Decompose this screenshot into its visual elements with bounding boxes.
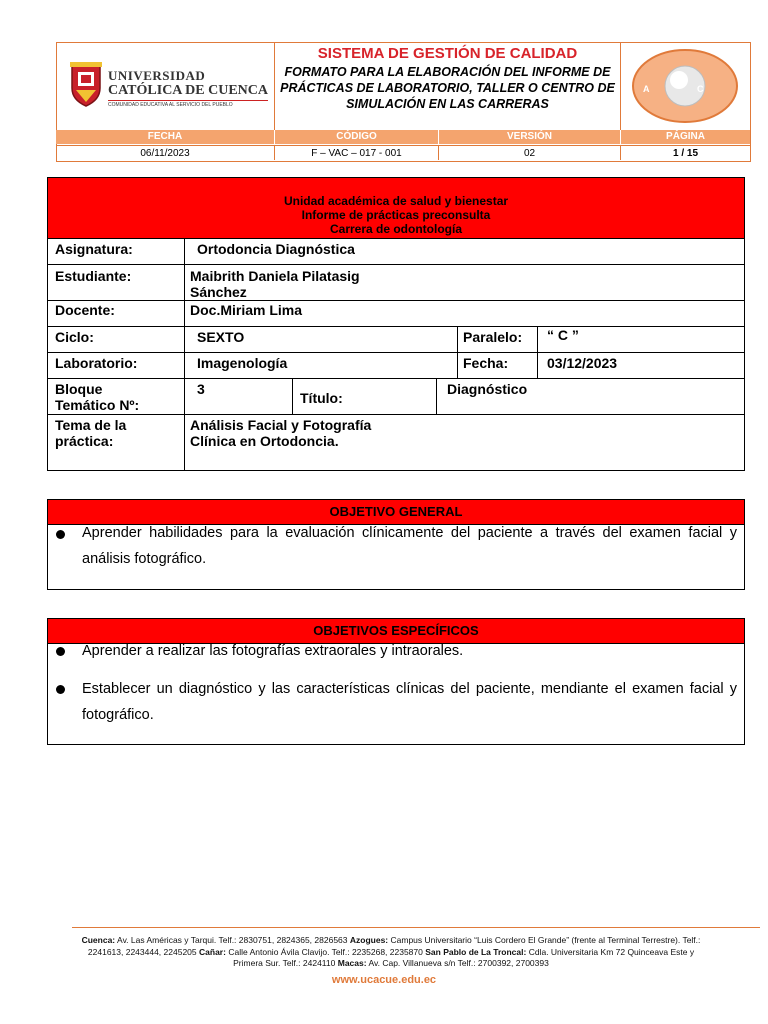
footer-addresses bbox=[74, 935, 708, 970]
cycle-label-d: D bbox=[715, 44, 722, 54]
cycle-label-c: C bbox=[697, 84, 704, 94]
format-title: FORMATO PARA LA ELABORACIÓN DEL INFORME DE PRÁCTICAS DE LABORATORIO, TALLER O CENTRO DE SIMULACIÓN EN LAS CARRERAS bbox=[280, 65, 615, 111]
bloque-value: 3 bbox=[197, 381, 205, 397]
website-link[interactable]: www.ucacue.edu.ec bbox=[331, 974, 437, 986]
troncal-address: Cdla. Universitaria Km 72 Quinceava Este y Primera Sur. Telf.: 2424110 bbox=[233, 946, 695, 968]
tema-label-line1: Tema de la bbox=[55, 417, 127, 433]
version-label: VERSIÓN bbox=[439, 130, 621, 144]
ciclo-label: Ciclo: bbox=[55, 329, 94, 345]
fecha-label: FECHA bbox=[56, 130, 275, 144]
paralelo-label: Paralelo: bbox=[463, 329, 523, 345]
codigo-label: CÓDIGO bbox=[275, 130, 439, 144]
cycle-label-p: P bbox=[661, 44, 668, 54]
institution-name-line1: UNIVERSIDAD bbox=[108, 68, 206, 83]
academic-unit: Unidad académica de salud y bienestar bbox=[283, 194, 509, 208]
tema-label-line2: práctica: bbox=[55, 433, 114, 449]
macas-label: Macas: bbox=[337, 958, 367, 968]
titulo-value: Diagnóstico bbox=[447, 381, 528, 397]
bullet-icon bbox=[56, 530, 65, 539]
bloque-label-line2: Temático Nº: bbox=[55, 397, 140, 413]
bloque-label-line1: Bloque bbox=[55, 381, 103, 397]
laboratorio-value: Imagenología bbox=[197, 355, 288, 371]
cycle-label-a: A bbox=[643, 84, 650, 94]
estudiante-value-line2: Sánchez bbox=[190, 284, 247, 300]
career-name: Carrera de odontología bbox=[329, 222, 463, 236]
fecha-value: 06/11/2023 bbox=[56, 145, 275, 160]
fecha-practica-value: 03/12/2023 bbox=[547, 355, 618, 371]
bullet-icon bbox=[56, 685, 65, 694]
version-value: 02 bbox=[439, 145, 621, 160]
cuenca-address: Av. Las Américas y Tarqui. Telf.: 2830751, 2824365, 2826563 bbox=[117, 935, 348, 945]
info-table-heading bbox=[48, 178, 744, 238]
fecha-practica-label: Fecha: bbox=[463, 355, 509, 371]
paralelo-value: “ C ” bbox=[547, 327, 579, 343]
asignatura-label: Asignatura: bbox=[55, 241, 133, 257]
footer-divider bbox=[72, 927, 760, 928]
report-type: Informe de prácticas preconsulta bbox=[301, 208, 491, 222]
pagina-label: PÁGINA bbox=[666, 131, 705, 142]
asignatura-value: Ortodoncia Diagnóstica bbox=[197, 241, 355, 257]
header-title-block bbox=[275, 42, 621, 130]
university-shield-icon bbox=[68, 60, 104, 108]
specific-objective-item-1: Aprender a realizar las fotografías extraorales y intraorales. bbox=[82, 643, 464, 659]
pagina-value: 1 / 15 bbox=[621, 145, 750, 160]
azogues-address: Campus Universitario “Luis Cordero El Grande” (frente al Terminal Terrestre). Telf.: 2241613, 2243444, 2245205 bbox=[87, 935, 701, 957]
titulo-label: Título: bbox=[300, 390, 343, 406]
institution-name-line2: CATÓLICA DE CUENCA bbox=[108, 83, 268, 98]
cuenca-label: Cuenca: bbox=[81, 935, 116, 945]
pdca-cycle-graphic bbox=[621, 42, 749, 130]
general-objective-title: OBJETIVO GENERAL bbox=[48, 500, 744, 525]
ciclo-value: SEXTO bbox=[197, 329, 245, 345]
estudiante-value-line1: Maibrith Daniela Pilatasig bbox=[190, 268, 360, 284]
docente-value: Doc.Miriam Lima bbox=[190, 302, 303, 318]
docente-label: Docente: bbox=[55, 302, 115, 318]
header-field-values bbox=[56, 145, 750, 160]
system-title: SISTEMA DE GESTIÓN DE CALIDAD bbox=[317, 45, 578, 62]
macas-address: Av. Cap. Villanueva s/n Telf.: 2700392, 2700393 bbox=[368, 958, 549, 968]
bullet-icon bbox=[56, 647, 65, 656]
university-logo-block bbox=[56, 42, 275, 130]
azogues-label: Azogues: bbox=[349, 935, 389, 945]
troncal-label: San Pablo de La Troncal: bbox=[425, 946, 527, 957]
tema-value-line1: Análisis Facial y Fotografía bbox=[190, 417, 372, 433]
institution-tagline: COMUNIDAD EDUCATIVA AL SERVICIO DEL PUEBLO bbox=[108, 100, 268, 108]
estudiante-label: Estudiante: bbox=[55, 268, 132, 284]
specific-objectives-title: OBJETIVOS ESPECÍFICOS bbox=[48, 619, 744, 644]
codigo-value: F – VAC – 017 - 001 bbox=[275, 145, 439, 160]
canar-address: Calle Antonio Ávila Clavijo. Telf.: 2235268, 2235870 bbox=[228, 946, 423, 957]
canar-label: Cañar: bbox=[199, 946, 226, 957]
tema-value-line2: Clínica en Ortodoncia. bbox=[190, 433, 339, 449]
general-objective-item: Aprender habilidades para la evaluación clínicamente del paciente a través del examen facial y análisis fotográfico. bbox=[82, 525, 737, 567]
laboratorio-label: Laboratorio: bbox=[55, 355, 138, 371]
specific-objective-item-2: Establecer un diagnóstico y las características clínicas del paciente, mendiante el examen facial y fotográfico. bbox=[82, 681, 737, 723]
header-field-labels bbox=[56, 130, 750, 144]
